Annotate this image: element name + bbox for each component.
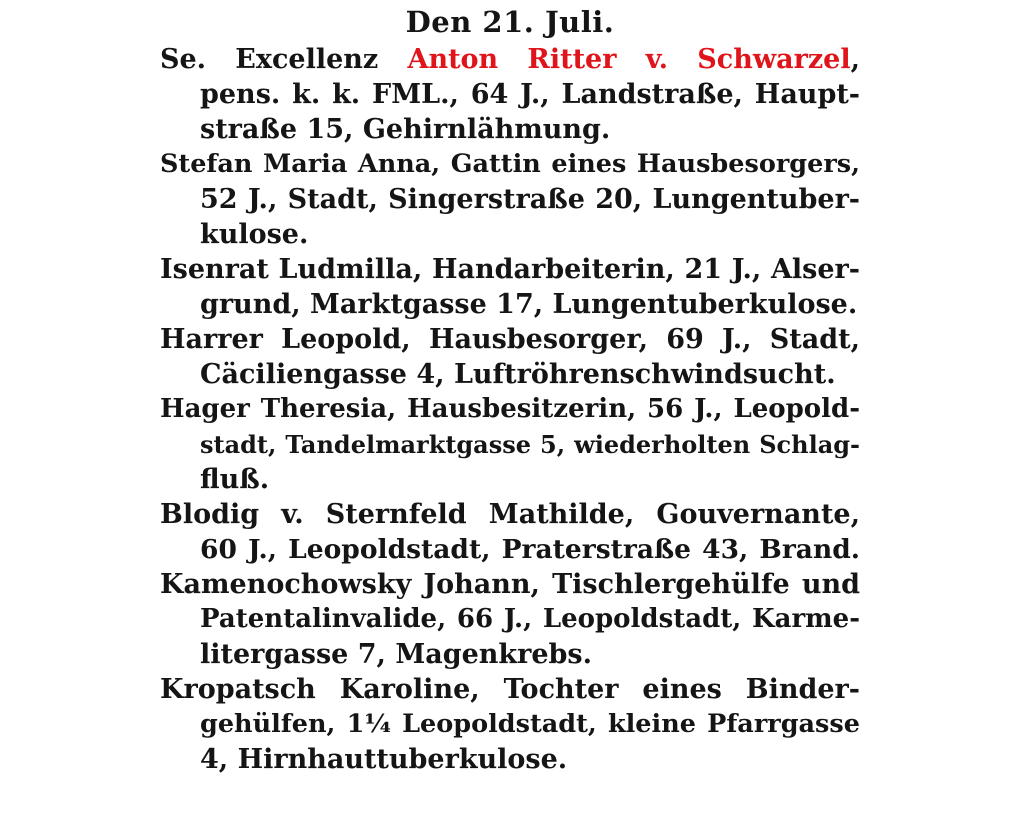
entry-line: Isenrat Ludmilla, Handarbeiterin, 21 J., Alser- — [160, 254, 860, 285]
death-entry — [160, 252, 860, 322]
entry-line: Hager Theresia, Hausbesitzerin, 56 J., Leopold- — [160, 394, 860, 424]
death-entry — [160, 672, 860, 777]
entry-line: Patentalinvalide, 66 J., Leopoldstadt, Karme- — [200, 604, 860, 634]
death-entry — [160, 392, 860, 497]
death-entry — [160, 322, 860, 392]
entry-line: Kropatsch Karoline, Tochter eines Binder- — [160, 674, 860, 705]
death-notice-column — [160, 4, 860, 777]
entry-line: fluß. — [200, 464, 270, 495]
entry-line: straße 15, Gehirnlähmung. — [200, 114, 611, 145]
entry-line: Blodig v. Sternfeld Mathilde, Gouvernante, — [160, 499, 860, 530]
entry-line: Se. Excellenz Anton Ritter v. Schwarzel, — [160, 44, 860, 75]
death-entry — [160, 567, 860, 672]
date-heading: Den 21. Juli. — [405, 5, 615, 39]
entry-line: 60 J., Leopoldstadt, Praterstraße 43, Brand. — [200, 534, 860, 565]
entry-line: Harrer Leopold, Hausbesorger, 69 J., Stadt, — [160, 324, 860, 355]
entry-line: Kamenochowsky Johann, Tischlergehülfe und — [160, 569, 860, 600]
death-entry — [160, 497, 860, 567]
highlighted-name: Anton Ritter v. Schwarzel — [407, 44, 851, 75]
entry-line: gehülfen, 1¼ Leopoldstadt, kleine Pfarrgasse — [200, 709, 860, 739]
entry-line: pens. k. k. FML., 64 J., Landstraße, Haupt- — [200, 79, 860, 110]
entry-line: 4, Hirnhauttuberkulose. — [200, 744, 568, 775]
entry-line: litergasse 7, Magenkrebs. — [200, 639, 592, 670]
entry-line: kulose. — [200, 219, 309, 250]
entry-line: Stefan Maria Anna, Gattin eines Hausbesorgers, — [160, 149, 860, 179]
entry-line: 52 J., Stadt, Singerstraße 20, Lungentuber- — [200, 184, 860, 215]
entry-line: Cäciliengasse 4, Luftröhrenschwindsucht. — [200, 359, 836, 390]
death-entry — [160, 42, 860, 147]
entry-line: grund, Marktgasse 17, Lungentuberkulose. — [200, 289, 858, 320]
death-entry — [160, 147, 860, 252]
entry-line: stadt, Tandelmarktgasse 5, wiederholten Schlag- — [200, 430, 860, 459]
